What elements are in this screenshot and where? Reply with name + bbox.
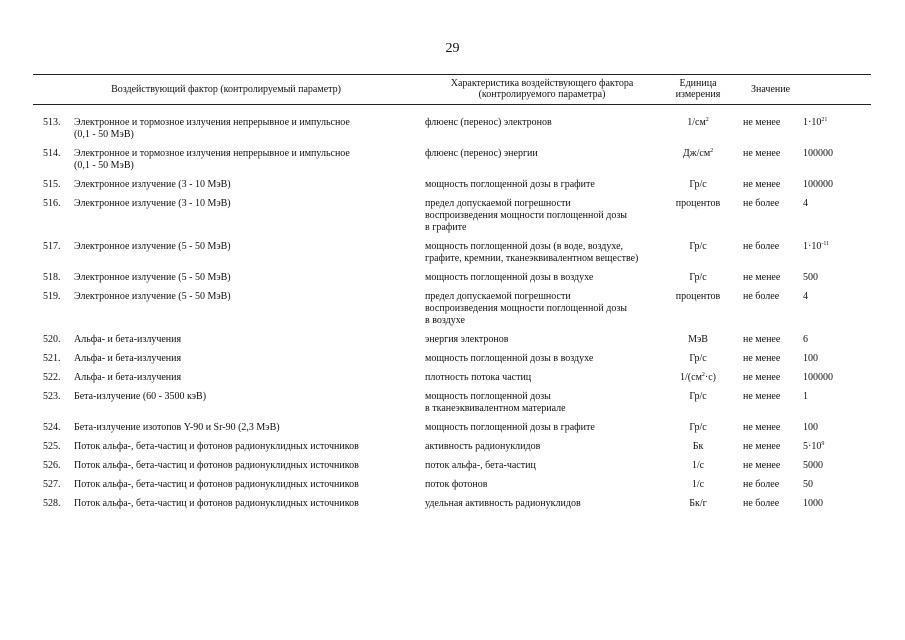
characteristic-cell [419,198,665,241]
characteristic-cell [419,479,665,498]
table-row [33,291,871,334]
factor-cell [66,148,419,179]
value-text: 6 [803,334,809,345]
factor-cell [66,391,419,422]
value-text: 100 [803,353,819,364]
table-row [33,198,871,241]
table-row [33,179,871,198]
characteristic-cell [419,372,665,391]
characteristic-line: энергия электронов [425,334,509,345]
row-number: 515. [43,179,61,190]
characteristic-line: предел допускаемой погрешности [425,198,571,209]
table-row [33,372,871,391]
value-text: 100000 [803,372,834,383]
factor-line: Поток альфа-, бета-частиц и фотонов радионуклидных источников [74,498,359,509]
characteristic-cell [419,334,665,353]
value-text: 1 [803,391,809,402]
unit-cell [665,498,731,517]
unit-text: процентов [675,198,721,209]
characteristic-line: в воздухе [425,315,465,326]
value-text: 50 [803,479,814,490]
factor-cell [66,498,419,517]
unit-text: Бк/г [689,498,707,509]
table-row [33,272,871,291]
row-number: 522. [43,372,61,383]
characteristic-line: мощность поглощенной дозы в графите [425,422,595,433]
unit-cell [665,198,731,241]
row-number: 524. [43,422,61,433]
unit-cell [665,353,731,372]
characteristic-cell [419,179,665,198]
factor-line: Электронное излучение (5 - 50 МэВ) [74,291,231,302]
characteristic-line: мощность поглощенной дозы в воздухе [425,353,594,364]
value-cell [797,441,871,460]
unit-tail: ·с) [704,372,716,383]
unit-cell [665,422,731,441]
table-row [33,498,871,517]
value-text: 4 [803,291,809,302]
unit-cell [665,272,731,291]
parameters-table [33,74,871,517]
value-cell [797,334,871,353]
factor-cell [66,272,419,291]
unit-exponent: 2 [705,117,709,123]
factor-cell [66,460,419,479]
factor-cell [66,105,419,149]
unit-cell [665,460,731,479]
factor-cell [66,441,419,460]
table-row [33,441,871,460]
header-factor: Воздействующий фактор (контролируемый параметр) [111,83,341,95]
unit-text: 1/с [691,460,705,471]
condition-cell: не более [743,198,780,209]
characteristic-cell [419,241,665,272]
value-cell [797,498,871,517]
characteristic-line: мощность поглощенной дозы в графите [425,179,595,190]
unit-cell [665,105,731,149]
condition-cell: не более [743,291,780,302]
characteristic-cell [419,460,665,479]
unit-text: Гр/с [689,353,707,364]
unit-cell [665,334,731,353]
characteristic-line: плотность потока частиц [425,372,532,383]
value-cell [797,198,871,241]
condition-cell: не более [743,241,780,252]
factor-cell [66,179,419,198]
factor-line: Электронное излучение (3 - 10 МэВ) [74,198,231,209]
characteristic-cell [419,391,665,422]
value-text: 5·10 [803,441,822,452]
characteristic-cell [419,148,665,179]
characteristic-cell [419,291,665,334]
characteristic-line: мощность поглощенной дозы [425,391,551,402]
factor-cell [66,479,419,498]
unit-text: процентов [675,291,721,302]
condition-cell: не менее [743,353,781,364]
value-text: 1·10 [803,117,822,128]
factor-cell [66,334,419,353]
characteristic-cell [419,441,665,460]
header-characteristic-line2: (контролируемого параметра) [478,89,606,100]
value-cell [797,179,871,198]
value-cell [797,241,871,272]
factor-cell [66,241,419,272]
characteristic-line: активность радионуклидов [425,441,541,452]
row-number: 528. [43,498,61,509]
header-unit-line1: Единица [679,78,717,89]
unit-text: Гр/с [689,179,707,190]
factor-line: Электронное излучение (5 - 50 МэВ) [74,272,231,283]
characteristic-line: флюенс (перенос) электронов [425,117,552,128]
table-row [33,391,871,422]
table-row [33,105,871,149]
characteristic-line: поток альфа-, бета-частиц [425,460,536,471]
factor-line: Альфа- и бета-излучения [74,372,182,383]
characteristic-line: предел допускаемой погрешности [425,291,571,302]
value-cell [797,353,871,372]
factor-line: Электронное излучение (3 - 10 МэВ) [74,179,231,190]
characteristic-line: поток фотонов [425,479,488,490]
value-exponent: 9 [821,441,825,447]
row-number: 513. [43,117,61,128]
table-row [33,241,871,272]
row-number: 525. [43,441,61,452]
value-text: 500 [803,272,819,283]
header-value: Значение [751,83,791,95]
value-text: 5000 [803,460,824,471]
factor-line: Электронное и тормозное излучения непрерывное и импульсное [74,117,350,128]
condition-cell: не менее [743,460,781,471]
unit-cell [665,479,731,498]
factor-cell [66,291,419,334]
page-number: 29 [445,41,460,56]
table-body [33,105,871,518]
factor-line: Электронное и тормозное излучения непрерывное и импульсное [74,148,350,159]
unit-text: 1/(см [680,372,702,383]
unit-exponent: 2 [701,372,705,378]
unit-text: 1/с [691,479,705,490]
factor-cell [66,372,419,391]
unit-text: Бк [692,441,704,452]
value-text: 100000 [803,179,834,190]
unit-text: 1/см [687,117,706,128]
row-number: 516. [43,198,61,209]
condition-cell: не менее [743,272,781,283]
characteristic-line: мощность поглощенной дозы (в воде, воздухе, [425,241,624,252]
condition-cell: не менее [743,117,781,128]
value-text: 1·10 [803,241,822,252]
row-number: 518. [43,272,61,283]
table-row [33,353,871,372]
factor-cell [66,353,419,372]
row-number: 523. [43,391,61,402]
header-unit-line2: измерения [675,89,721,100]
characteristic-cell [419,422,665,441]
factor-line: Бета-излучение изотопов Y-90 и Sr-90 (2,3 МэВ) [74,422,280,433]
unit-text: МэВ [688,334,708,345]
row-number: 519. [43,291,61,302]
condition-cell: не менее [743,422,781,433]
unit-cell [665,441,731,460]
characteristic-line: воспроизведения мощности поглощенной дозы [425,210,627,221]
header-unit [665,75,731,105]
row-number: 517. [43,241,61,252]
unit-cell [665,241,731,272]
characteristic-line: мощность поглощенной дозы в воздухе [425,272,594,283]
value-exponent: 21 [821,117,828,123]
unit-text: Гр/с [689,272,707,283]
value-cell [797,391,871,422]
characteristic-line: в графите [425,222,467,233]
characteristic-cell [419,105,665,149]
factor-line: Альфа- и бета-излучения [74,334,182,345]
row-number: 526. [43,460,61,471]
value-exponent: -11 [821,241,830,247]
characteristic-line: флюенс (перенос) энергии [425,148,538,159]
value-text: 4 [803,198,809,209]
condition-cell: не менее [743,441,781,452]
table-header [33,75,871,105]
characteristic-line: графите, кремнии, тканеэквивалентном веществе) [425,253,639,264]
value-text: 1000 [803,498,824,509]
factor-line: (0,1 - 50 МэВ) [74,129,134,140]
unit-text: Гр/с [689,391,707,402]
row-number: 521. [43,353,61,364]
value-cell [797,460,871,479]
characteristic-cell [419,353,665,372]
header-characteristic-line1: Характеристика воздействующего фактора [450,78,634,89]
value-cell [797,148,871,179]
row-number: 514. [43,148,61,159]
characteristic-line: удельная активность радионуклидов [425,498,581,509]
factor-line: Электронное излучение (5 - 50 МэВ) [74,241,231,252]
value-text: 100 [803,422,819,433]
unit-text: Гр/с [689,422,707,433]
row-number: 520. [43,334,61,345]
table-row [33,148,871,179]
table-row [33,479,871,498]
row-number: 527. [43,479,61,490]
characteristic-line: воспроизведения мощности поглощенной дозы [425,303,627,314]
characteristic-line: в тканеэквивалентном материале [425,403,566,414]
factor-cell [66,198,419,241]
characteristic-cell [419,498,665,517]
value-cell [797,291,871,334]
factor-line: Поток альфа-, бета-частиц и фотонов радионуклидных источников [74,441,359,452]
condition-cell: не более [743,479,780,490]
unit-text: Дж/см [682,148,711,159]
factor-line: Поток альфа-, бета-частиц и фотонов радионуклидных источников [74,460,359,471]
unit-text: Гр/с [689,241,707,252]
factor-line: (0,1 - 50 МэВ) [74,160,134,171]
characteristic-cell [419,272,665,291]
factor-line: Альфа- и бета-излучения [74,353,182,364]
value-cell [797,479,871,498]
value-cell [797,422,871,441]
value-cell [797,272,871,291]
unit-cell [665,372,731,391]
unit-cell [665,148,731,179]
factor-line: Поток альфа-, бета-частиц и фотонов радионуклидных источников [74,479,359,490]
table-row [33,334,871,353]
condition-cell: не менее [743,391,781,402]
unit-exponent: 2 [710,148,714,154]
unit-cell [665,291,731,334]
table-row [33,422,871,441]
condition-cell: не менее [743,179,781,190]
unit-cell [665,391,731,422]
condition-cell: не более [743,498,780,509]
value-cell [797,372,871,391]
condition-cell: не менее [743,372,781,383]
factor-cell [66,422,419,441]
value-text: 100000 [803,148,834,159]
condition-cell: не менее [743,148,781,159]
unit-cell [665,179,731,198]
header-characteristic [419,75,665,105]
factor-line: Бета-излучение (60 - 3500 кэВ) [74,391,207,402]
condition-cell: не менее [743,334,781,345]
value-cell [797,105,871,149]
table-row [33,460,871,479]
